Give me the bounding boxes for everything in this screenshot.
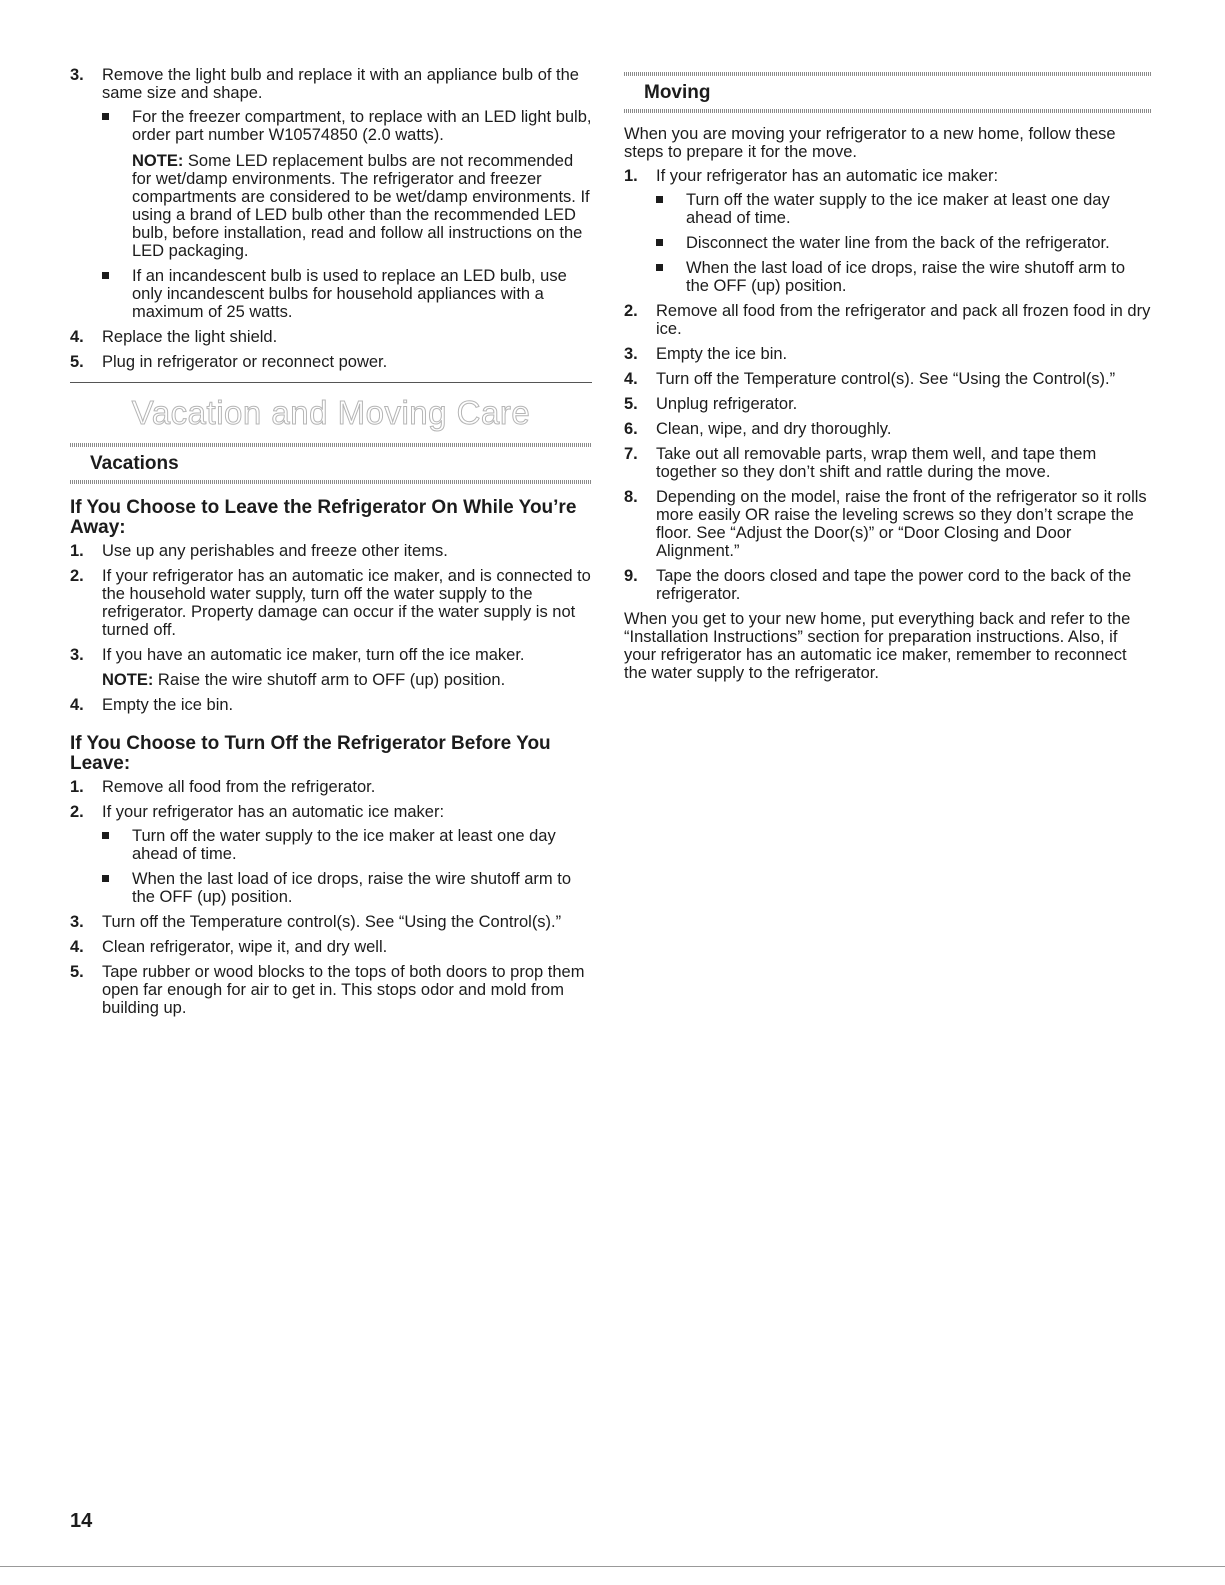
list-item bbox=[624, 395, 1152, 413]
note-label: NOTE: bbox=[132, 152, 184, 170]
list-item bbox=[624, 345, 1152, 363]
note bbox=[132, 152, 592, 260]
note-label: NOTE: bbox=[102, 671, 154, 689]
list-number: 3. bbox=[70, 913, 84, 931]
bullet-item bbox=[102, 870, 592, 906]
note bbox=[102, 671, 592, 689]
list-number: 4. bbox=[624, 370, 638, 388]
bullet-text: Disconnect the water line from the back of the refrigerator. bbox=[686, 234, 1110, 252]
list-text: If your refrigerator has an automatic ice maker: bbox=[656, 167, 999, 185]
list-number: 5. bbox=[624, 395, 638, 413]
list-number: 2. bbox=[70, 803, 84, 821]
bullet-item bbox=[656, 234, 1152, 252]
list-item bbox=[70, 353, 592, 371]
hatched-rule bbox=[70, 480, 592, 484]
list-text: Unplug refrigerator. bbox=[656, 395, 798, 413]
list-text: If your refrigerator has an automatic ice maker: bbox=[102, 803, 445, 821]
list-item bbox=[624, 567, 1152, 603]
list-item bbox=[70, 66, 592, 321]
list-text: Turn off the Temperature control(s). See “Using the Control(s).” bbox=[656, 370, 1116, 388]
bullet-text: When the last load of ice drops, raise the wire shutoff arm to the OFF (up) position. bbox=[686, 259, 1125, 295]
note-text: Some LED replacement bulbs are not recommended for wet/damp environments. The refrigerator and freezer compartments are considered to be wet/damp environments. If using a brand of LED bulb other than the recommended LED bulb, before installation, read and follow all instructions on the LED packaging. bbox=[132, 152, 590, 260]
list-item bbox=[70, 913, 592, 931]
list-item bbox=[70, 963, 592, 1017]
list-number: 1. bbox=[70, 778, 84, 796]
list-item bbox=[70, 328, 592, 346]
list-item bbox=[70, 803, 592, 906]
leave-on-heading: If You Choose to Leave the Refrigerator On While You’re Away: bbox=[70, 497, 577, 538]
list-text: Remove all food from the refrigerator. bbox=[102, 778, 376, 796]
list-text: If you have an automatic ice maker, turn off the ice maker. bbox=[102, 646, 525, 664]
list-item bbox=[70, 778, 592, 796]
bullet-text: If an incandescent bulb is used to replace an LED bulb, use only incandescent bulbs for household appliances with a maximum of 25 watts. bbox=[132, 267, 567, 321]
moving-closing: When you get to your new home, put everything back and refer to the “Installation Instructions” section for preparation instructions. Also, if your refrigerator has an automatic ice maker, remember to reconnect the water supply to the refrigerator. bbox=[624, 610, 1131, 682]
list-text: Clean, wipe, and dry thoroughly. bbox=[656, 420, 892, 438]
page-number: 14 bbox=[70, 1510, 93, 1532]
list-item bbox=[624, 370, 1152, 388]
bullet-item bbox=[102, 108, 592, 144]
list-number: 2. bbox=[624, 302, 638, 320]
section-divider bbox=[70, 382, 592, 383]
list-number: 4. bbox=[70, 938, 84, 956]
list-text: Empty the ice bin. bbox=[656, 345, 788, 363]
list-number: 4. bbox=[70, 696, 84, 714]
bullet-square-icon bbox=[656, 264, 663, 271]
list-item bbox=[70, 567, 592, 639]
list-item bbox=[624, 167, 1152, 295]
list-text: Tape the doors closed and tape the power cord to the back of the refrigerator. bbox=[656, 567, 1132, 603]
list-number: 1. bbox=[624, 167, 638, 185]
note-text: Raise the wire shutoff arm to OFF (up) position. bbox=[153, 671, 506, 689]
list-text: Remove the light bulb and replace it with an appliance bulb of the same size and shape. bbox=[102, 66, 579, 102]
bullet-square-icon bbox=[102, 832, 109, 839]
list-number: 7. bbox=[624, 445, 638, 463]
bullet-square-icon bbox=[656, 196, 663, 203]
bullet-item bbox=[102, 827, 592, 863]
list-item bbox=[624, 488, 1152, 560]
list-item bbox=[70, 542, 592, 560]
list-text: Depending on the model, raise the front of the refrigerator so it rolls more easily OR raise the leveling screws so they don’t scrape the floor. See “Adjust the Door(s)” or “Door Closing and Door Alignment.” bbox=[656, 488, 1147, 560]
bullet-text: When the last load of ice drops, raise the wire shutoff arm to the OFF (up) position. bbox=[132, 870, 571, 906]
list-text: Turn off the Temperature control(s). See “Using the Control(s).” bbox=[102, 913, 562, 931]
bullet-item bbox=[656, 191, 1152, 227]
list-number: 8. bbox=[624, 488, 638, 506]
list-number: 2. bbox=[70, 567, 84, 585]
list-text: Use up any perishables and freeze other items. bbox=[102, 542, 448, 560]
list-item bbox=[624, 302, 1152, 338]
list-number: 5. bbox=[70, 353, 84, 371]
list-text: Clean refrigerator, wipe it, and dry well. bbox=[102, 938, 388, 956]
list-text: If your refrigerator has an automatic ice maker, and is connected to the household water supply, turn off the water supply to the refrigerator. Property damage can occur if the water supply is not turned off. bbox=[102, 567, 591, 639]
list-number: 3. bbox=[70, 646, 84, 664]
bullet-square-icon bbox=[102, 113, 109, 120]
list-number: 1. bbox=[70, 542, 84, 560]
hatched-rule bbox=[624, 109, 1152, 113]
list-number: 9. bbox=[624, 567, 638, 585]
footer-rule bbox=[0, 1566, 1225, 1567]
list-number: 5. bbox=[70, 963, 84, 981]
list-number: 4. bbox=[70, 328, 84, 346]
list-text: Remove all food from the refrigerator and pack all frozen food in dry ice. bbox=[656, 302, 1151, 338]
list-item bbox=[70, 938, 592, 956]
bullet-text: Turn off the water supply to the ice maker at least one day ahead of time. bbox=[132, 827, 556, 863]
vacations-heading: Vacations bbox=[90, 453, 179, 474]
list-text: Plug in refrigerator or reconnect power. bbox=[102, 353, 388, 371]
list-text: Tape rubber or wood blocks to the tops of both doors to prop them open far enough for air to get in. This stops odor and mold from building up. bbox=[102, 963, 585, 1017]
list-text: Replace the light shield. bbox=[102, 328, 278, 346]
bullet-item bbox=[656, 259, 1152, 295]
bullet-text: Turn off the water supply to the ice maker at least one day ahead of time. bbox=[686, 191, 1110, 227]
bullet-square-icon bbox=[656, 239, 663, 246]
left-column bbox=[70, 66, 592, 1024]
list-number: 3. bbox=[70, 66, 84, 84]
section-title: Vacation and Moving Care bbox=[131, 394, 531, 431]
bullet-square-icon bbox=[102, 875, 109, 882]
bullet-item bbox=[102, 267, 592, 321]
list-number: 3. bbox=[624, 345, 638, 363]
list-item bbox=[624, 420, 1152, 438]
list-item bbox=[70, 646, 592, 689]
list-number: 6. bbox=[624, 420, 638, 438]
moving-heading: Moving bbox=[644, 82, 711, 103]
list-text: Take out all removable parts, wrap them well, and tape them together so they don’t shift and rattle during the move. bbox=[656, 445, 1097, 481]
turn-off-heading: If You Choose to Turn Off the Refrigerator Before You Leave: bbox=[70, 733, 551, 774]
right-column bbox=[624, 72, 1152, 682]
bullet-square-icon bbox=[102, 272, 109, 279]
list-text: Empty the ice bin. bbox=[102, 696, 234, 714]
bullet-text: For the freezer compartment, to replace with an LED light bulb, order part number W10574850 (2.0 watts). bbox=[132, 108, 592, 144]
list-item bbox=[70, 696, 592, 714]
moving-intro: When you are moving your refrigerator to a new home, follow these steps to prepare it for the move. bbox=[624, 125, 1116, 161]
list-item bbox=[624, 445, 1152, 481]
